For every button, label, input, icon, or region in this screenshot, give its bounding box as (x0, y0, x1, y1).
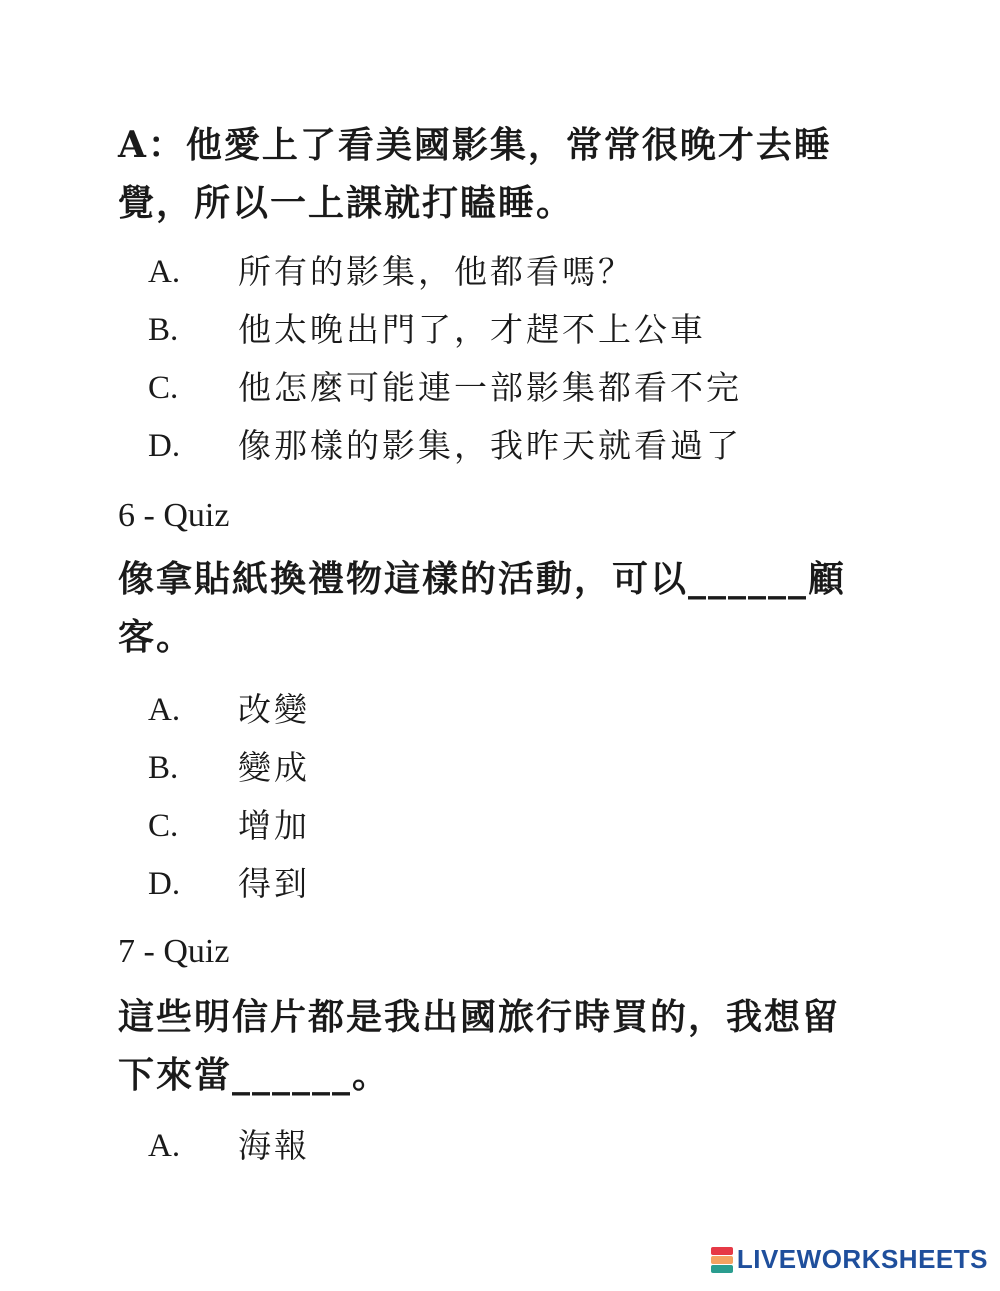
prompt-line: 下來當______。 (118, 1054, 391, 1096)
prompt-line: 覺，所以一上課就打瞌睡。 (118, 182, 575, 224)
option-letter: C. (148, 808, 179, 844)
prompt-line: A：他愛上了看美國影集，常常很晚才去睡 (118, 124, 832, 166)
option-letter: A. (148, 692, 181, 728)
question-prompt (118, 550, 878, 666)
prompt-line: 這些明信片都是我出國旅行時買的，我想留 (118, 996, 841, 1038)
option-a[interactable] (148, 1126, 310, 1166)
option-text: 改變 (238, 690, 310, 729)
option-d[interactable] (148, 864, 310, 904)
option-letter: D. (148, 866, 181, 902)
quiz-label: 6 - Quiz (118, 497, 230, 534)
question-prompt (118, 116, 878, 232)
option-c[interactable] (148, 368, 742, 408)
option-text: 他太晚出門了，才趕不上公車 (238, 310, 706, 349)
option-text: 得到 (238, 864, 310, 903)
option-letter: A. (148, 1128, 181, 1164)
option-d[interactable] (148, 426, 742, 466)
option-text: 像那樣的影集，我昨天就看過了 (238, 426, 742, 465)
liveworksheets-logo[interactable] (711, 1244, 988, 1275)
option-text: 海報 (238, 1126, 310, 1165)
logo-block (711, 1247, 733, 1255)
logo-block (711, 1265, 733, 1273)
option-letter: B. (148, 312, 179, 348)
option-letter: D. (148, 428, 181, 464)
option-c[interactable] (148, 806, 310, 846)
option-b[interactable] (148, 310, 706, 350)
option-a[interactable] (148, 690, 310, 730)
option-letter: B. (148, 750, 179, 786)
question-prompt (118, 988, 878, 1104)
option-letter: A. (148, 254, 181, 290)
logo-text: LIVEWORKSHEETS (736, 1244, 988, 1274)
option-text: 他怎麼可能連一部影集都看不完 (238, 368, 742, 407)
logo-block (711, 1256, 733, 1264)
option-text: 增加 (238, 806, 310, 845)
option-b[interactable] (148, 748, 310, 788)
quiz-label: 7 - Quiz (118, 933, 230, 970)
logo-mark-icon (711, 1247, 733, 1273)
prompt-line: 像拿貼紙換禮物這樣的活動，可以______顧 (118, 558, 847, 600)
option-text: 所有的影集，他都看嗎？ (238, 252, 634, 291)
option-a[interactable] (148, 252, 634, 292)
prompt-line: 客。 (118, 616, 195, 658)
option-text: 變成 (238, 748, 310, 787)
option-letter: C. (148, 370, 179, 406)
